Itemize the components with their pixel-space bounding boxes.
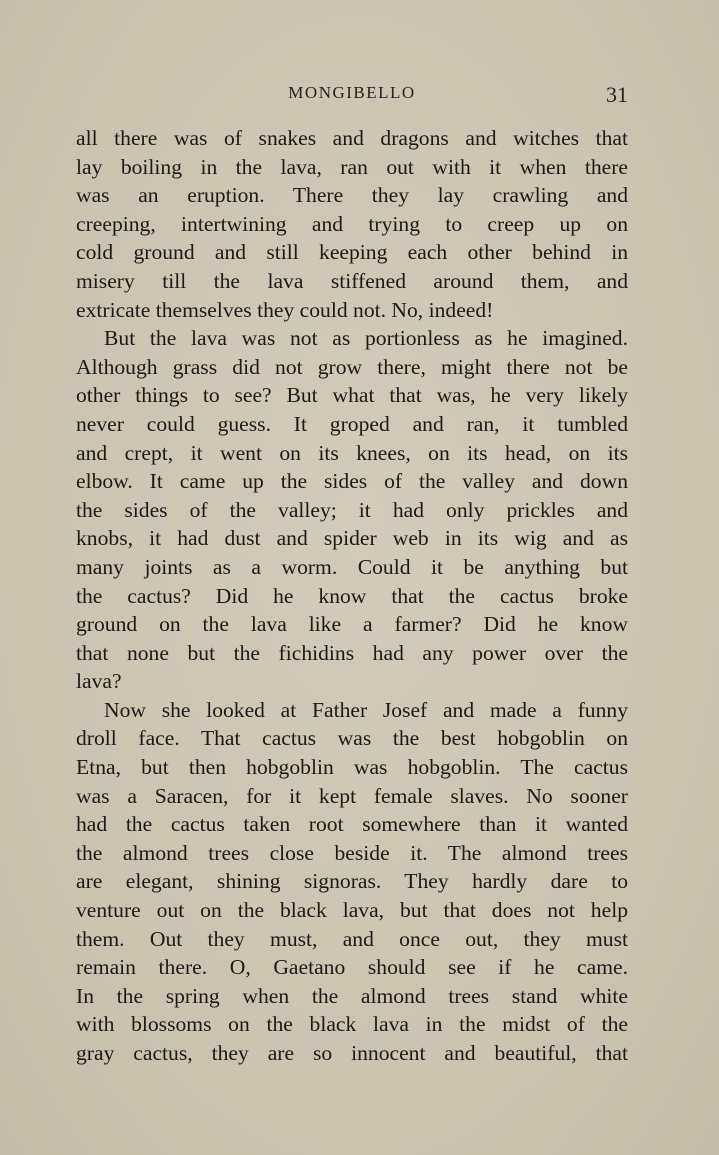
text-line: remain there. O, Gaetano should see if he came. — [76, 955, 628, 980]
text-line: and crept, it went on its knees, on its head, on its — [76, 440, 628, 465]
text-line: But the lava was not as portionless as he imagined. — [104, 326, 628, 351]
text-line: are elegant, shining signoras. They hardly dare to — [76, 869, 628, 894]
text-line: Now she looked at Father Josef and made a funny — [104, 697, 628, 722]
text-line: was a Saracen, for it kept female slaves. No sooner — [76, 783, 628, 808]
text-line: cold ground and still keeping each other behind in — [76, 240, 628, 265]
text-line: ground on the lava like a farmer? Did he know — [76, 612, 628, 637]
text-line: knobs, it had dust and spider web in its wig and as — [76, 526, 628, 551]
text-line: extricate themselves they could not. No, indeed! — [76, 297, 494, 322]
text-line: creeping, intertwining and trying to creep up on — [76, 211, 628, 236]
text-line: never could guess. It groped and ran, it tumbled — [76, 411, 628, 436]
text-line: many joints as a worm. Could it be anything but — [76, 554, 628, 579]
text-line: Although grass did not grow there, might there not be — [76, 354, 628, 379]
text-line: venture out on the black lava, but that does not help — [76, 898, 628, 923]
text-line: the cactus? Did he know that the cactus broke — [76, 583, 628, 608]
text-line: all there was of snakes and dragons and witches that — [76, 126, 628, 150]
text-line: had the cactus taken root somewhere than it wanted — [76, 812, 628, 837]
text-line: gray cactus, they are so innocent and beautiful, that — [76, 1041, 628, 1065]
text-line: was an eruption. There they lay crawling and — [76, 183, 628, 208]
text-line: other things to see? But what that was, he very likely — [76, 383, 628, 408]
text-line: lay boiling in the lava, ran out with it when there — [76, 154, 628, 179]
text-line: droll face. That cactus was the best hobgoblin on — [76, 726, 628, 751]
text-line: them. Out they must, and once out, they must — [76, 926, 628, 951]
page-number: 31 — [606, 82, 628, 107]
text-line: Etna, but then hobgoblin was hobgoblin. The cactus — [76, 755, 628, 780]
text-line: that none but the fichidins had any power over the — [76, 640, 628, 665]
text-line: lava? — [76, 669, 122, 694]
text-line: the sides of the valley; it had only prickles and — [76, 497, 628, 522]
text-line: elbow. It came up the sides of the valley and down — [76, 469, 628, 494]
text-line: misery till the lava stiffened around them, and — [76, 268, 628, 293]
text-line: In the spring when the almond trees stand white — [76, 983, 628, 1008]
chapter-title: MONGIBELLO — [288, 83, 416, 102]
body-text — [76, 124, 628, 1068]
text-line: the almond trees close beside it. The almond trees — [76, 840, 628, 865]
text-line: with blossoms on the black lava in the midst of the — [76, 1012, 628, 1037]
running-head — [76, 80, 628, 110]
